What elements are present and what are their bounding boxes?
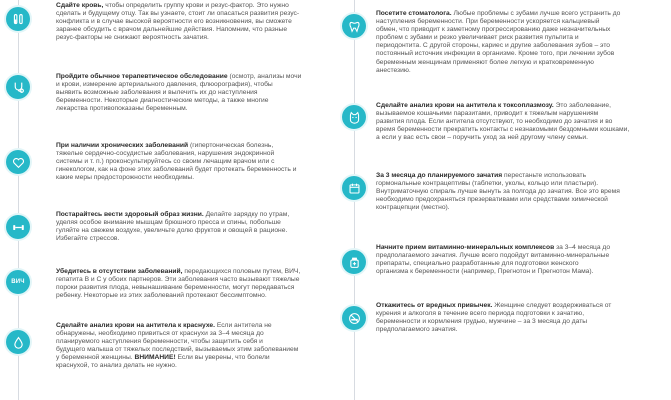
dumbbell-icon	[6, 215, 30, 239]
step-dentist-text: Посетите стоматолога. Любые проблемы с зубами лучше всего устранить до наступления беременности. При беременности ускоряется кальциевый обмен, что приводит к заметному прогрессированию даже незначительных проблем с зубами и резко увеличивает риск развития пульпита и периодонтита. С другой стороны, кариес и другие заболевания зубов – это постоянный источник инфекции в организме. Кроме того, при лечении зубов беременным женщинам применяют более легкую и кратковременную анестезию.	[376, 10, 621, 74]
heart-icon	[6, 150, 30, 174]
stethoscope-icon	[6, 75, 30, 99]
vitamin-jar-icon	[342, 250, 366, 274]
right-column	[336, 0, 671, 400]
step-healthy-lifestyle-text: Постарайтесь вести здоровый образ жизни. Делайте зарядку по утрам, уделяя особое внимание мышцам брюшного пресса и спины, побольше гуляйте на свежем воздухе, увеличьте долю фруктов и овощей в рационе. Избегайте стрессов.	[56, 211, 290, 243]
right-timeline-line	[354, 0, 355, 400]
calendar-icon	[342, 176, 366, 200]
hiv-badge-label: ВИЧ	[11, 279, 25, 285]
no-smoking-icon	[342, 306, 366, 330]
warning-label: ВНИМАНИЕ!	[134, 354, 176, 362]
cat-icon	[342, 105, 366, 129]
tooth-icon	[342, 14, 366, 38]
step-stop-contraceptives-text: За 3 месяца до планируемого зачатия перестаньте использовать гормональные контрацептивы (таблетки, уколы, кольцо или пластыри). Внутриматочную спираль лучше вынуть за полгода до зачатия. Все это время необходимо предохраняться презервативами или средствами химической контрацепции (местно).	[376, 172, 620, 212]
hiv-badge-icon	[6, 270, 30, 294]
step-bad-habits-text: Откажитесь от вредных привычек. Женщине следует воздерживаться от курения и алкоголя в течение всего периода подготовки к зачатию, беременности и кормления грудью, мужчине – за 3 месяца до даты предполагаемого зачатия.	[376, 302, 612, 334]
step-blood-type-text: Сдайте кровь, чтобы определить группу крови и резус-фактор. Это нужно сделать и будущему отцу. Так вы узнаете, стоит ли опасаться развития резус- конфликта и в случае высокой вероятности его возникновения, вы сможете заранее обсудить с врачом дальнейшие действия. Напомним, что разные резус-факторы не снижают вероятность зачатия.	[56, 2, 300, 42]
left-column	[0, 0, 335, 400]
blood-drop-icon	[6, 330, 30, 354]
step-therapeutic-exam-text: Пройдите обычное терапевтическое обследование (осмотр, анализы мочи и крови, измерение артериального давления, флюорография), чтобы выявить возможные заболевания и вылечить их до наступления беременности. Некоторые диагностические методы, а также многие лекарства противопоказаны беременным.	[56, 73, 302, 113]
step-toxoplasmosis-text: Сделайте анализ крови на антитела к токсоплазмозу. Это заболевание, вызываемое кошачьими паразитами, приводит к тяжелым нарушениям развития плода. Если антитела отсутствуют, то необходимо до зачатия и во время беременности прекратить контакты с незнакомыми бездомными кошками, а если у вас есть свои – поручить уход за ней другому члену семьи.	[376, 102, 630, 142]
blood-test-tube-icon	[6, 7, 30, 31]
step-vitamins-text: Начните прием витаминно-минеральных комплексов за 3–4 месяца до предполагаемого зачатия. Лучше всего подойдут витаминно-минеральные препараты, специально разработанные для подготовки женского организма к беременности (например, Прегнотон и Прегнотон Мама).	[376, 244, 611, 276]
step-chronic-diseases-text: При наличии хронических заболеваний (гипертоническая болезнь, тяжелые сердечно-сосудистые заболевания, нарушения эндокринной системы и т. п.) проконсультируйтесь со своим лечащим врачом или с гинекологом, как на фоне этих заболеваний будет протекать беременность и какие меры предосторожности необходимы.	[56, 142, 297, 182]
step-std-check-text: Убедитесь в отсутствии заболеваний, передающихся половым путем, ВИЧ, гепатита В и С у обоих партнеров. Эти заболевания часто вызывают тяжелые пороки развития плода, невынашивание беременности, могут передаваться ребенку. Некоторые из этих заболеваний протекают бессимптомно.	[56, 268, 301, 300]
step-rubella-test-text: Сделайте анализ крови на антитела к краснухе. Если антитела не обнаружены, необходимо привиться от краснухи за 3–4 месяца до планируемого наступления беременности, чтобы защитить себя и будущего малыша от тяжелых последствий, вызываемых этим заболеванием у беременной женщины. ВНИМАНИЕ! Если вы уверены, что болели краснухой, то анализ делать не нужно.	[56, 322, 299, 370]
